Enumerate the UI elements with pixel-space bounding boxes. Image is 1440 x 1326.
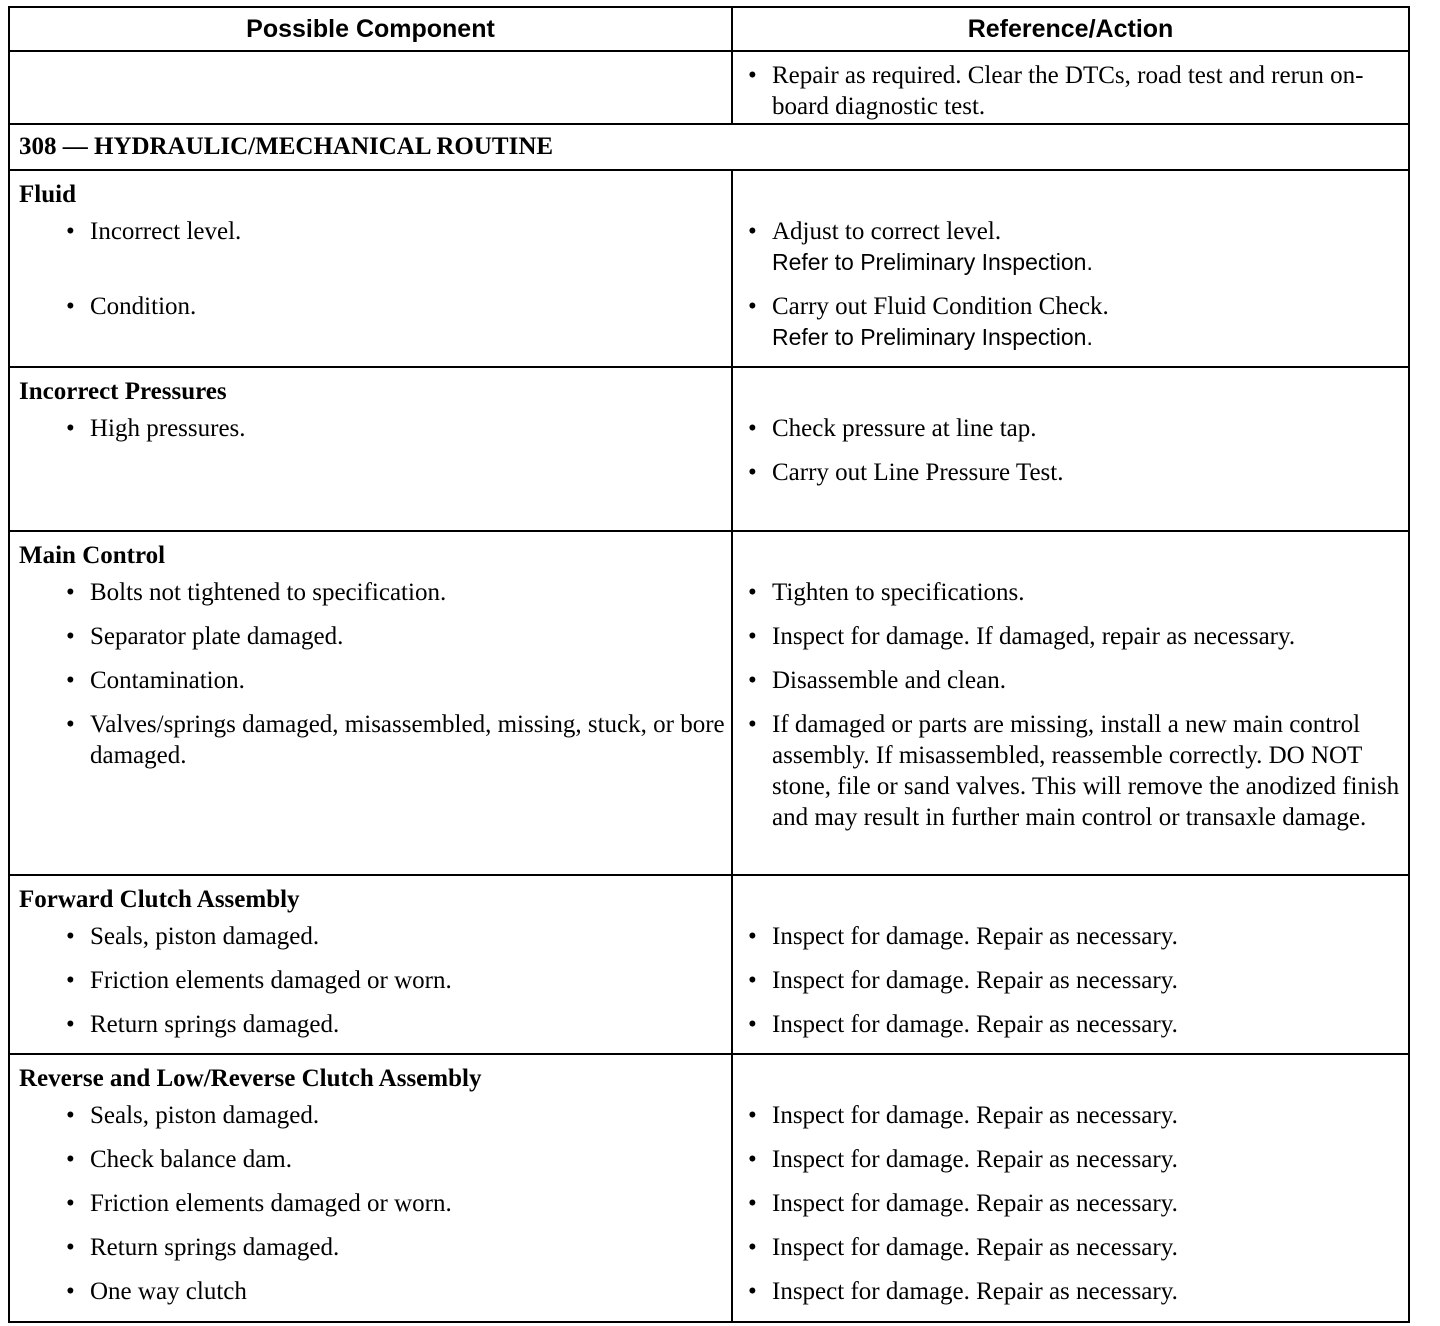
item-gap [10, 1219, 731, 1232]
action-line [733, 1188, 1408, 1219]
group-title: Incorrect Pressures [19, 378, 227, 405]
component-text: Valves/springs damaged, misassembled, missing, stuck, or bore damaged. [90, 711, 725, 769]
component-text: Friction elements damaged or worn. [90, 1190, 452, 1217]
action-line [733, 1232, 1408, 1263]
item-gap [10, 952, 731, 965]
action-note: Refer to Preliminary Inspection. [772, 324, 1093, 350]
item-gap [10, 608, 731, 621]
action-text: Inspect for damage. Repair as necessary. [772, 1011, 1178, 1038]
bullet-icon: • [66, 1011, 75, 1038]
action-line [733, 709, 1408, 833]
item-gap [10, 1131, 731, 1144]
item-gap [733, 353, 1408, 366]
action-text: Disassemble and clean. [772, 667, 1006, 694]
action-text: Inspect for damage. If damaged, repair as necessary. [772, 623, 1296, 650]
group-action-cell [732, 531, 1409, 875]
bullet-icon: • [748, 1102, 757, 1129]
bullet-icon: • [748, 459, 757, 486]
bullet-icon: • [66, 967, 75, 994]
bullet-icon: • [748, 579, 757, 606]
item-gap [733, 1307, 1408, 1320]
component-item [10, 1276, 731, 1307]
action-text: Adjust to correct level. [772, 218, 1002, 245]
bullet-icon: • [748, 667, 757, 694]
bullet-icon: • [66, 1190, 75, 1217]
component-line [10, 1009, 731, 1040]
action-line [733, 921, 1408, 952]
action-line [733, 1276, 1408, 1307]
group-component-cell [9, 531, 732, 875]
item-gap [10, 652, 731, 665]
item-gap [10, 1307, 731, 1320]
component-text: High pressures. [90, 415, 246, 442]
action-note: Refer to Preliminary Inspection. [772, 249, 1093, 275]
bullet-icon: • [748, 1278, 757, 1305]
group-title: Fluid [19, 181, 76, 208]
first-row-action-cell [732, 51, 1409, 124]
item-gap [10, 696, 731, 709]
component-line [10, 457, 731, 488]
bullet-icon: • [748, 711, 757, 738]
action-text: Inspect for damage. Repair as necessary. [772, 1146, 1178, 1173]
action-line [733, 577, 1408, 608]
component-item [10, 1100, 731, 1131]
bullet-icon: • [66, 218, 75, 245]
action-line [733, 1009, 1408, 1040]
component-item [10, 965, 731, 996]
component-line [10, 577, 731, 608]
action-text: Inspect for damage. Repair as necessary. [772, 967, 1178, 994]
title-spacer [733, 876, 1408, 921]
component-text: Return springs damaged. [90, 1234, 340, 1261]
group-component-cell [9, 367, 732, 531]
item-gap [10, 833, 731, 846]
bullet-icon: • [748, 1011, 757, 1038]
group-title: Reverse and Low/Reverse Clutch Assembly [19, 1065, 482, 1092]
action-item [733, 60, 1408, 122]
item-gap [10, 488, 731, 501]
component-line [10, 291, 731, 353]
action-item [733, 1144, 1408, 1175]
action-text: Inspect for damage. Repair as necessary. [772, 1102, 1178, 1129]
group-title: Forward Clutch Assembly [19, 886, 300, 913]
item-gap [733, 608, 1408, 621]
action-item [733, 1188, 1408, 1219]
action-text: Carry out Fluid Condition Check. [772, 293, 1109, 320]
component-line [10, 665, 731, 696]
component-line [10, 1100, 731, 1131]
component-item [10, 621, 731, 652]
component-item [10, 665, 731, 696]
action-item [733, 1009, 1408, 1040]
bullet-icon: • [66, 579, 75, 606]
item-gap [733, 1175, 1408, 1188]
group-action-cell [732, 170, 1409, 367]
component-text: Bolts not tightened to specification. [90, 579, 447, 606]
component-line [10, 1276, 731, 1307]
component-item [10, 1232, 731, 1263]
bullet-icon: • [748, 1190, 757, 1217]
item-gap [733, 652, 1408, 665]
action-item [733, 413, 1408, 444]
item-gap [10, 278, 731, 291]
section-title: 308 — HYDRAULIC/MECHANICAL ROUTINE [9, 124, 1409, 170]
component-item [10, 1009, 731, 1040]
item-gap [733, 444, 1408, 457]
action-item [733, 577, 1408, 608]
item-gap [733, 488, 1408, 501]
item-gap [10, 1175, 731, 1188]
item-gap [10, 1040, 731, 1053]
item-gap [733, 1219, 1408, 1232]
group-action-cell [732, 1054, 1409, 1322]
action-text: Inspect for damage. Repair as necessary. [772, 923, 1178, 950]
bullet-icon: • [748, 967, 757, 994]
bullet-icon: • [66, 1102, 75, 1129]
first-row-component [9, 51, 732, 124]
component-item [10, 709, 731, 771]
component-item [10, 1188, 731, 1219]
bullet-icon: • [748, 1146, 757, 1173]
component-text: Return springs damaged. [90, 1011, 340, 1038]
component-line [10, 216, 731, 278]
bullet-icon: • [748, 218, 757, 245]
bullet-icon: • [66, 923, 75, 950]
bullet-icon: • [66, 1234, 75, 1261]
action-item [733, 216, 1408, 278]
item-gap [10, 444, 731, 457]
groups-body [9, 170, 1409, 1322]
action-item [733, 965, 1408, 996]
group-component-cell [9, 875, 732, 1054]
first-row-action-text: Repair as required. Clear the DTCs, road test and rerun on-board diagnostic test. [772, 62, 1364, 120]
component-item [10, 1144, 731, 1175]
item-gap [10, 353, 731, 366]
bullet-icon: • [748, 623, 757, 650]
action-item [733, 1100, 1408, 1131]
component-text: Check balance dam. [90, 1146, 292, 1173]
component-item [10, 921, 731, 952]
component-text: Contamination. [90, 667, 245, 694]
action-item [733, 709, 1408, 833]
action-text: Inspect for damage. Repair as necessary. [772, 1190, 1178, 1217]
diagnostic-table [8, 6, 1410, 1323]
action-item [733, 621, 1408, 652]
title-spacer [733, 368, 1408, 413]
header-row [9, 7, 1409, 51]
bullet-icon: • [66, 711, 75, 738]
component-text: Incorrect level. [90, 218, 242, 245]
group-row [9, 1054, 1409, 1322]
action-line [733, 1144, 1408, 1175]
item-gap [733, 996, 1408, 1009]
component-line [10, 1188, 731, 1219]
group-component-cell [9, 1054, 732, 1322]
bullet-icon: • [66, 1146, 75, 1173]
component-text: Seals, piston damaged. [90, 1102, 320, 1129]
item-gap [733, 952, 1408, 965]
action-text: Carry out Line Pressure Test. [772, 459, 1064, 486]
title-spacer [733, 1055, 1408, 1100]
item-gap [733, 696, 1408, 709]
component-item [10, 577, 731, 608]
action-text: Inspect for damage. Repair as necessary. [772, 1234, 1178, 1261]
action-line [733, 621, 1408, 652]
item-gap [10, 1263, 731, 1276]
header-component: Possible Component [9, 7, 732, 51]
action-line [733, 1100, 1408, 1131]
group-title: Main Control [19, 542, 166, 569]
component-line [10, 965, 731, 996]
item-gap [733, 278, 1408, 291]
bullet-icon: • [748, 415, 757, 442]
group-component-cell [9, 170, 732, 367]
action-item [733, 1232, 1408, 1263]
action-item [733, 921, 1408, 952]
bullet-icon: • [66, 667, 75, 694]
action-item [733, 291, 1408, 353]
action-text: Check pressure at line tap. [772, 415, 1037, 442]
action-item [733, 457, 1408, 488]
header-action: Reference/Action [732, 7, 1409, 51]
title-spacer [733, 171, 1408, 216]
component-line [10, 709, 731, 833]
group-action-cell [732, 875, 1409, 1054]
item-gap [10, 996, 731, 1009]
group-row [9, 367, 1409, 531]
component-line [10, 413, 731, 444]
action-text: If damaged or parts are missing, install a new main control assembly. If misassembled, reassemble correctly. DO NOT stone, file or sand valves. This will remove the anodized finish and may result in further main control or transaxle damage. [772, 711, 1400, 831]
component-text: Seals, piston damaged. [90, 923, 320, 950]
component-item [10, 291, 731, 322]
section-row [9, 124, 1409, 170]
component-line [10, 621, 731, 652]
component-line [10, 1144, 731, 1175]
component-item [10, 413, 731, 444]
component-item [10, 216, 731, 247]
action-line [733, 665, 1408, 696]
bullet-icon: • [748, 1234, 757, 1261]
bullet-icon: • [66, 1278, 75, 1305]
component-text: Friction elements damaged or worn. [90, 967, 452, 994]
action-line [733, 965, 1408, 996]
bullet-icon: • [748, 923, 757, 950]
component-text: Condition. [90, 293, 197, 320]
action-line [733, 457, 1408, 488]
first-row [9, 51, 1409, 124]
component-line [10, 1232, 731, 1263]
bullet-icon: • [66, 415, 75, 442]
bullet-icon: • [66, 293, 75, 320]
action-text: Inspect for damage. Repair as necessary. [772, 1278, 1178, 1305]
component-line [10, 921, 731, 952]
item-gap [733, 1263, 1408, 1276]
item-gap [733, 833, 1408, 846]
action-item [733, 665, 1408, 696]
group-row [9, 170, 1409, 367]
bullet-icon: • [66, 623, 75, 650]
item-gap [733, 1040, 1408, 1053]
item-gap [733, 1131, 1408, 1144]
component-text: One way clutch [90, 1278, 247, 1305]
group-row [9, 531, 1409, 875]
component-text: Separator plate damaged. [90, 623, 344, 650]
bullet-icon: • [748, 293, 757, 320]
action-line [733, 216, 1408, 278]
bullet-icon: • [748, 62, 757, 89]
group-row [9, 875, 1409, 1054]
action-item [733, 1276, 1408, 1307]
group-action-cell [732, 367, 1409, 531]
title-spacer [733, 532, 1408, 577]
action-text: Tighten to specifications. [772, 579, 1025, 606]
action-line [733, 413, 1408, 444]
action-line [733, 291, 1408, 353]
